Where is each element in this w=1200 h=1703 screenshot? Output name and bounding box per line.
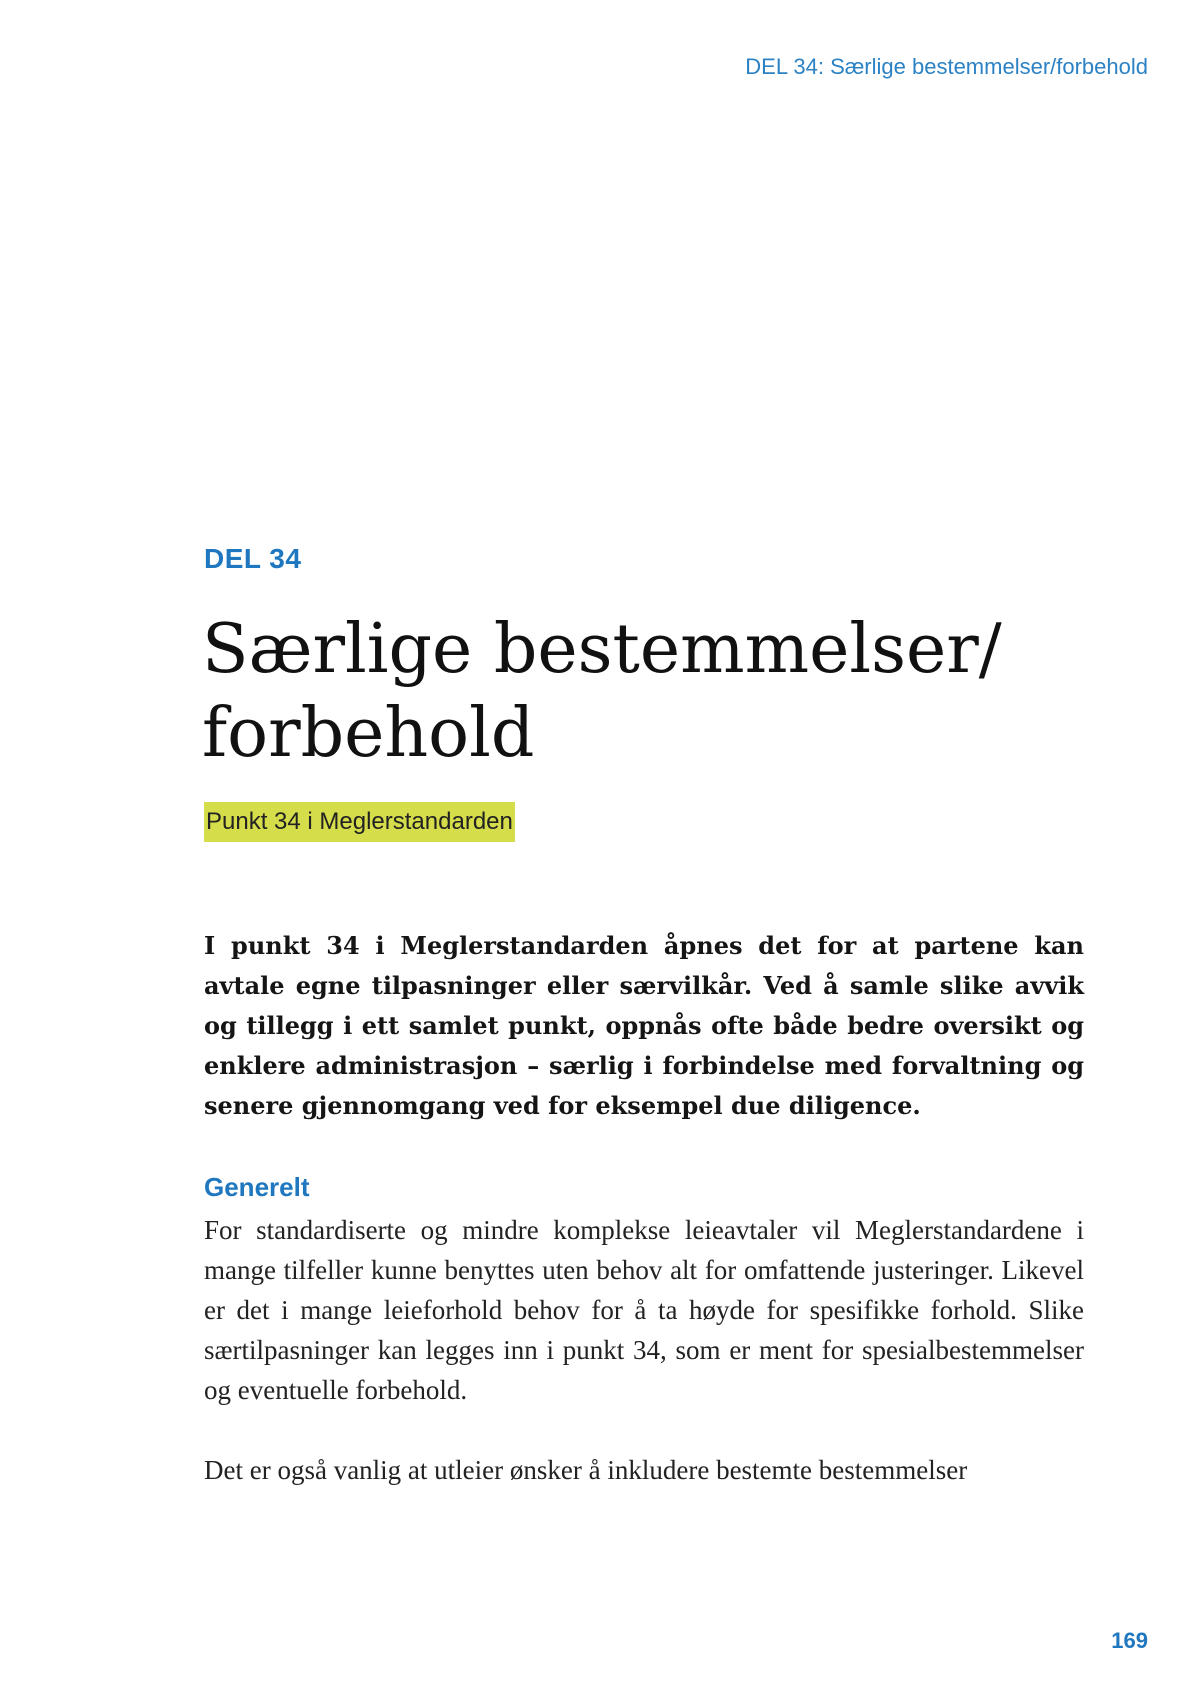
highlighted-subtitle: Punkt 34 i Meglerstandarden [204, 802, 515, 842]
lead-paragraph: I punkt 34 i Meglerstandarden åpnes det for at partene kan avtale egne tilpasninger eller særvilkår. Ved å samle slike avvik og tillegg i ett samlet punkt, oppnås ofte både bedre oversikt og enklere administrasjon – særlig i forbindelse med forvaltning og senere gjennomgang ved for eksempel due diligence. [204, 931, 1084, 1120]
page-number: 169 [1111, 1628, 1148, 1653]
page-title-line-1: Særlige bestemmelser/ [202, 610, 1002, 689]
page-title [202, 608, 1102, 776]
section-label: DEL 34 [204, 543, 302, 574]
subtitle-container [204, 802, 515, 842]
running-header: DEL 34: Særlige bestemmelser/forbehold [745, 54, 1148, 79]
body-paragraph-1: For standardiserte og mindre komplekse leieavtaler vil Meglerstandardene i mange tilfeller kunne benyttes uten behov alt for omfattende justeringer. Likevel er det i mange leieforhold behov for å ta høyde for spesifikke forhold. Slike særtilpasninger kan legges inn i punkt 34, som er ment for spesialbestemmelser og eventuelle forbehold. [204, 1215, 1084, 1405]
subsection-heading: Generelt [204, 1172, 310, 1202]
page-title-line-2: forbehold [202, 694, 535, 773]
body-paragraph-2: Det er også vanlig at utleier ønsker å inkludere bestemte bestemmelser [204, 1455, 968, 1485]
